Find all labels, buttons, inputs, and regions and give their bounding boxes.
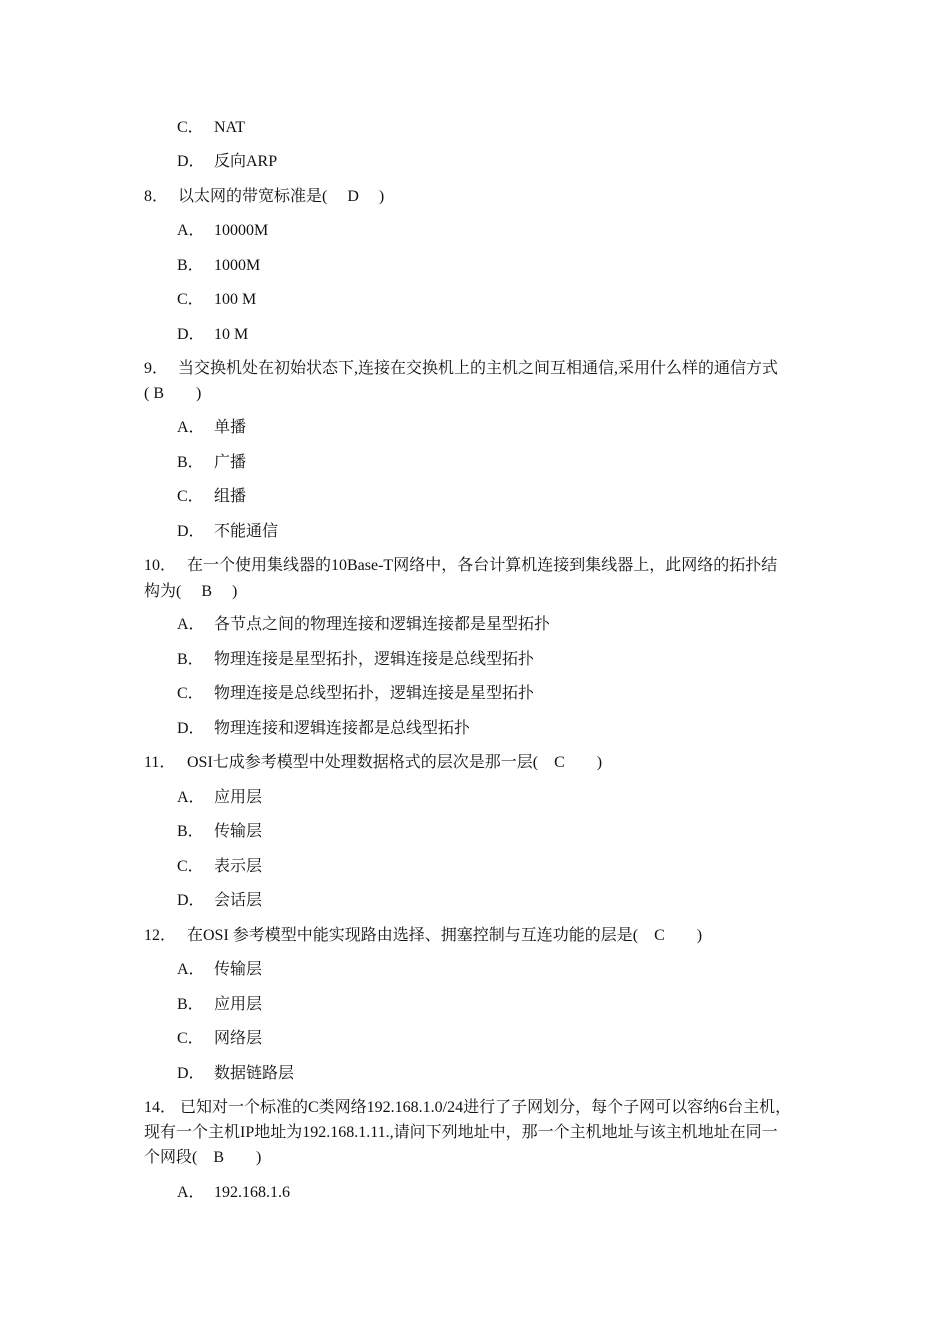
option-line — [177, 995, 262, 1015]
option-label: B． — [177, 996, 204, 1013]
option-label: D． — [177, 326, 205, 343]
option-label: C． — [177, 291, 204, 308]
option-label: D． — [177, 892, 205, 909]
option-text: 192.168.1.6 — [214, 1184, 290, 1201]
option-line — [177, 290, 256, 310]
option-text: 传输层 — [214, 823, 263, 840]
option-label: B． — [177, 823, 204, 840]
question-text: 当交换机处在初始状态下,连接在交换机上的主机之间互相通信,采用什么样的通信方式 — [178, 360, 779, 377]
question-text: OSI七成参考模型中处理数据格式的层次是那一层( C ) — [187, 754, 603, 771]
question-9 — [144, 359, 778, 379]
option-line — [177, 857, 262, 877]
option-line — [177, 891, 262, 911]
option-text: 100 M — [214, 291, 257, 308]
option-line — [177, 522, 278, 542]
option-label: D． — [177, 523, 205, 540]
option-line — [177, 684, 534, 704]
option-label: A． — [177, 222, 205, 239]
question-number: 12． — [144, 927, 177, 944]
option-label: C． — [177, 488, 204, 505]
option-line — [177, 418, 246, 438]
question-continuation: 构为( B ) — [144, 583, 238, 600]
option-text: 物理连接是星型拓扑，逻辑连接是总线型拓扑 — [214, 651, 535, 668]
option-label: C． — [177, 119, 204, 136]
question-14 — [144, 1098, 791, 1118]
option-text: 数据链路层 — [214, 1065, 295, 1082]
option-line — [177, 487, 246, 507]
question-text: 已知对一个标准的C类网络192.168.1.0/24进行了子网划分，每个子网可以容纳6台主机， — [180, 1099, 792, 1116]
question-number: 14． — [144, 1099, 177, 1116]
question-number: 9． — [144, 360, 169, 377]
option-label: C． — [177, 1030, 204, 1047]
option-text: 不能通信 — [214, 523, 279, 540]
option-line — [177, 650, 534, 670]
question-12 — [144, 926, 702, 946]
question-8 — [144, 187, 384, 207]
option-label: A． — [177, 961, 205, 978]
option-label: A． — [177, 616, 205, 633]
question-number: 10． — [144, 557, 177, 574]
option-line — [177, 960, 262, 980]
option-text: 各节点之间的物理连接和逻辑连接都是星型拓扑 — [214, 616, 551, 633]
question-number: 11． — [144, 754, 176, 771]
option-text: NAT — [214, 119, 246, 136]
question-text: 在OSI 参考模型中能实现路由选择、拥塞控制与互连功能的层是( C ) — [187, 927, 703, 944]
option-text: 单播 — [214, 419, 247, 436]
question-number: 8． — [144, 188, 169, 205]
option-line — [177, 788, 262, 808]
option-line — [177, 256, 260, 276]
option-line — [177, 118, 245, 138]
option-line — [177, 453, 246, 473]
option-label: D． — [177, 153, 205, 170]
question-10 — [144, 556, 777, 576]
option-text: 应用层 — [214, 789, 263, 806]
question-continuation: 现有一个主机IP地址为192.168.1.11.,请问下列地址中，那一个主机地址与该主机地址在同一 — [144, 1124, 778, 1141]
option-label: B． — [177, 454, 204, 471]
option-text: 1000M — [214, 257, 261, 274]
option-label: D． — [177, 720, 205, 737]
option-line — [177, 152, 277, 172]
question-continuation: 个网段( B ) — [144, 1149, 262, 1166]
option-label: A． — [177, 1184, 205, 1201]
option-text: 组播 — [214, 488, 247, 505]
question-continuation: ( B ) — [144, 385, 202, 402]
option-line — [177, 1064, 294, 1084]
option-text: 反向ARP — [214, 153, 278, 170]
option-label: C． — [177, 858, 204, 875]
option-text: 物理连接和逻辑连接都是总线型拓扑 — [214, 720, 471, 737]
option-label: B． — [177, 651, 204, 668]
option-label: C． — [177, 685, 204, 702]
option-line — [177, 221, 268, 241]
option-line — [177, 615, 550, 635]
question-text: 以太网的带宽标准是( D ) — [178, 188, 385, 205]
option-text: 10000M — [214, 222, 269, 239]
question-11 — [144, 753, 602, 773]
option-label: A． — [177, 789, 205, 806]
question-text: 在一个使用集线器的10Base-T网络中，各台计算机连接到集线器上，此网络的拓扑结 — [187, 557, 778, 574]
option-label: A． — [177, 419, 205, 436]
option-text: 网络层 — [214, 1030, 263, 1047]
option-line — [177, 719, 470, 739]
option-text: 传输层 — [214, 961, 263, 978]
option-text: 物理连接是总线型拓扑，逻辑连接是星型拓扑 — [214, 685, 535, 702]
option-label: B． — [177, 257, 204, 274]
option-text: 会话层 — [214, 892, 263, 909]
option-text: 10 M — [214, 326, 249, 343]
option-line — [177, 822, 262, 842]
option-line — [177, 1183, 290, 1203]
option-text: 广播 — [214, 454, 247, 471]
option-text: 应用层 — [214, 996, 263, 1013]
option-label: D． — [177, 1065, 205, 1082]
option-line — [177, 325, 248, 345]
option-line — [177, 1029, 262, 1049]
option-text: 表示层 — [214, 858, 263, 875]
